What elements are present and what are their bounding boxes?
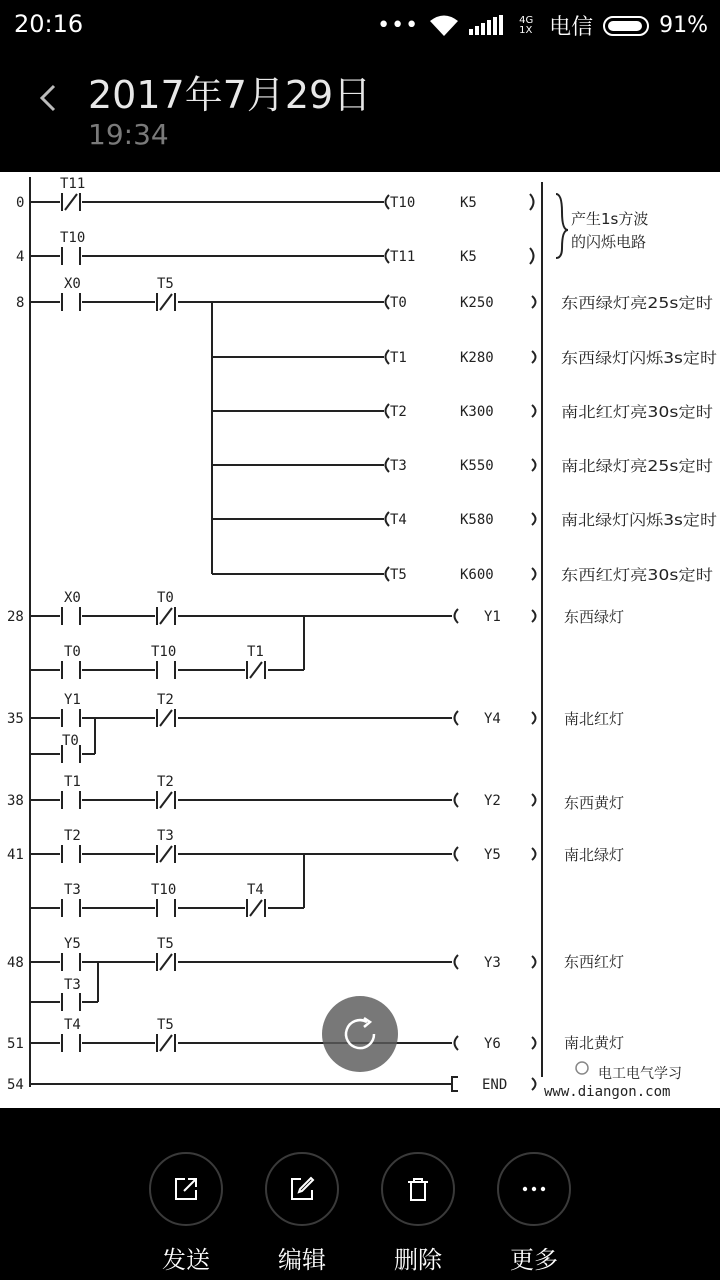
coil-label: T11 [390, 249, 416, 265]
contact-label: T5 [157, 276, 174, 292]
contact-label: T0 [62, 733, 79, 749]
loading-spinner [322, 996, 398, 1072]
contact-label: T3 [64, 977, 81, 993]
rung-comment: 南北绿灯 [564, 846, 625, 864]
contact-label: T0 [157, 590, 174, 606]
photo-date: 2017年7月29日 [88, 73, 372, 117]
image-viewer[interactable] [0, 172, 720, 1108]
coil-label: T4 [390, 512, 407, 528]
rung-number: 38 [7, 793, 24, 809]
rung-number: 4 [16, 249, 25, 265]
rung-comment: 南北绿灯闪烁3s定时 [561, 511, 717, 529]
coil-label: Y1 [484, 609, 501, 625]
contact-label: T1 [64, 774, 81, 790]
watermark [544, 1062, 682, 1100]
coil-label: Y2 [484, 793, 501, 809]
contact-label: X0 [64, 276, 81, 292]
timer-constant: K5 [460, 195, 477, 211]
network-type: 4G 1X [519, 14, 534, 36]
contact-label: T10 [60, 230, 86, 246]
contact-label: T2 [64, 828, 81, 844]
share-icon [171, 1174, 201, 1204]
contact-label: X0 [64, 590, 81, 606]
refresh-icon [322, 996, 398, 1072]
coil-label: Y4 [484, 711, 501, 727]
coil-label: Y3 [484, 955, 501, 971]
contact-label: T3 [64, 882, 81, 898]
coil-label: Y6 [484, 1036, 501, 1052]
contact-label: T0 [64, 644, 81, 660]
rung-comment: 东西红灯 [564, 953, 625, 971]
more-button[interactable] [494, 1152, 574, 1275]
rung-number: 0 [16, 195, 25, 211]
rung-comment: 产生1s方波 [571, 210, 649, 228]
rung-comment: 南北红灯亮30s定时 [561, 403, 713, 421]
coil-label: T3 [390, 458, 407, 474]
ladder-diagram [0, 172, 720, 1108]
wifi-icon [429, 14, 459, 38]
coil-label: T5 [390, 567, 407, 583]
contact-label: T4 [64, 1017, 81, 1033]
rung-comment: 南北绿灯亮25s定时 [561, 457, 713, 475]
rung-comment: 东西绿灯 [564, 608, 625, 626]
back-button[interactable] [30, 78, 70, 118]
battery-level: 91% [659, 13, 708, 38]
contact-label: T2 [157, 774, 174, 790]
status-time: 20:16 [14, 10, 84, 38]
watermark-url: www.diangon.com [544, 1084, 671, 1100]
contact-label: Y1 [64, 692, 81, 708]
signal-icon [469, 15, 509, 37]
contact-label: T1 [247, 644, 264, 660]
contact-label: T3 [157, 828, 174, 844]
timer-constant: K580 [460, 512, 494, 528]
rung-number: 28 [7, 609, 24, 625]
send-label: 发送 [162, 1246, 210, 1274]
timer-constant: K280 [460, 350, 494, 366]
coil-label: T0 [390, 295, 407, 311]
coil-label: T10 [390, 195, 416, 211]
rung-comment: 东西黄灯 [564, 794, 625, 812]
timer-constant: K600 [460, 567, 494, 583]
timer-constant: K550 [460, 458, 494, 474]
rung-comment: 南北红灯 [564, 710, 625, 728]
edit-label: 编辑 [278, 1246, 326, 1274]
more-icon [519, 1174, 549, 1204]
rung-comment: 的闪烁电路 [571, 233, 647, 251]
contact-label: Y5 [64, 936, 81, 952]
contact-label: T11 [60, 176, 86, 192]
rung-number: 54 [7, 1077, 24, 1093]
rung-number: 8 [16, 295, 25, 311]
send-button[interactable] [146, 1152, 226, 1275]
delete-button[interactable] [378, 1152, 458, 1275]
coil-label: T1 [390, 350, 407, 366]
rung-number: 35 [7, 711, 24, 727]
timer-constant: K300 [460, 404, 494, 420]
timer-constant: K250 [460, 295, 494, 311]
carrier-name: 电信 [549, 15, 594, 40]
rung-comment: 东西红灯亮30s定时 [561, 566, 713, 584]
delete-label: 删除 [394, 1246, 442, 1274]
rung-comment: 南北黄灯 [564, 1034, 625, 1052]
contact-label: T2 [157, 692, 174, 708]
more-label: 更多 [510, 1246, 558, 1274]
coil-label: T2 [390, 404, 407, 420]
rung-comment: 东西绿灯亮25s定时 [561, 294, 713, 312]
coil-label: Y5 [484, 847, 501, 863]
status-bar [0, 0, 720, 52]
rung-number: 51 [7, 1036, 24, 1052]
photo-time: 19:34 [88, 118, 169, 151]
coil-label: END [482, 1077, 508, 1093]
timer-constant: K5 [460, 249, 477, 265]
contact-label: T4 [247, 882, 264, 898]
edit-button[interactable] [262, 1152, 342, 1275]
rung-number: 48 [7, 955, 24, 971]
contact-label: T10 [151, 644, 177, 660]
battery-icon [603, 16, 649, 36]
watermark-text: 电工电气学习 [598, 1066, 682, 1082]
edit-icon [287, 1174, 317, 1204]
delete-icon [403, 1174, 433, 1204]
contact-label: T5 [157, 936, 174, 952]
rung-comment: 东西绿灯闪烁3s定时 [561, 349, 717, 367]
contact-label: T5 [157, 1017, 174, 1033]
contact-label: T10 [151, 882, 177, 898]
bottom-action-bar [0, 1108, 720, 1280]
notification-dots-icon: ••• [377, 13, 420, 38]
rung-number: 41 [7, 847, 24, 863]
header [0, 52, 720, 170]
